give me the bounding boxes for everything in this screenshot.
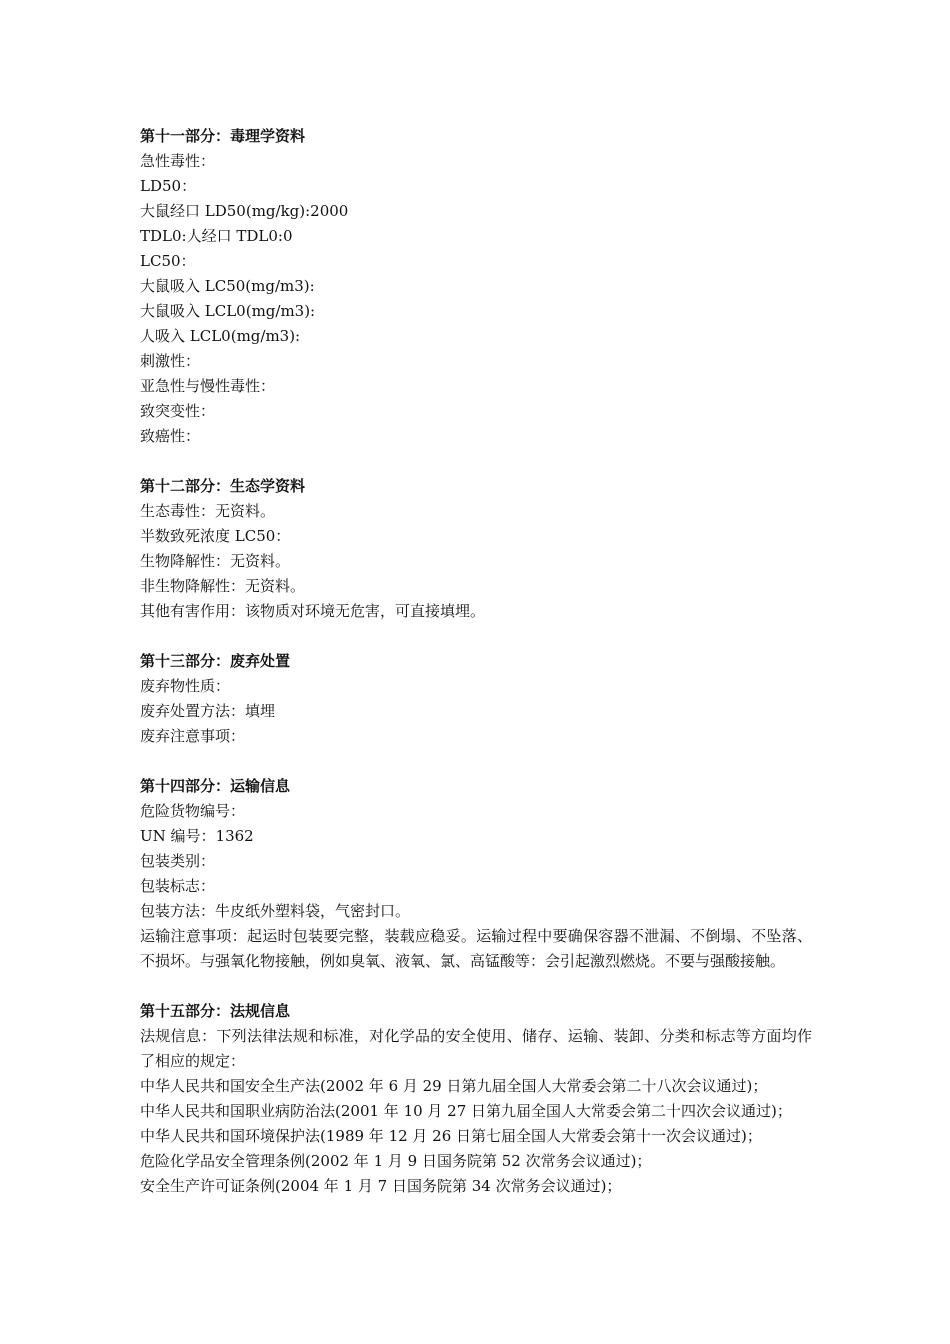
text-line: TDL0:人经口 TDL0:0 [140,227,293,245]
text-line: 安全生产许可证条例(2004 年 1 月 7 日国务院第 34 次常务会议通过)； [140,1177,622,1195]
text-line: 废弃物性质： [140,677,231,695]
text-line: 生态毒性：无资料。 [140,502,276,520]
text-line: 大鼠吸入 LC50(mg/m3): [140,277,315,295]
text-line: 非生物降解性：无资料。 [140,577,306,595]
text-line: 危险化学品安全管理条例(2002 年 1 月 9 日国务院第 52 次常务会议通过)； [140,1152,652,1170]
text-line: 中华人民共和国环境保护法(1989 年 12 月 26 日第七届全国人大常委会第十一次会议通过)； [140,1127,762,1145]
section-transport [140,774,812,974]
text-line: 其他有害作用：该物质对环境无危害，可直接填埋。 [140,602,486,620]
text-line: LD50： [140,177,197,195]
text-line: 法规信息：下列法律法规和标准，对化学品的安全使用、储存、运输、装卸、分类和标志等方面均作了相应的规定： [140,1027,812,1070]
text-line: 半数致死浓度 LC50： [140,527,291,545]
text-line: 包装方法：牛皮纸外塑料袋，气密封口。 [140,902,411,920]
text-line: 运输注意事项：起运时包装要完整，装载应稳妥。运输过程中要确保容器不泄漏、不倒塌、不坠落、不损坏。与强氧化物接触，例如臭氧、液氧、氯、高锰酸等：会引起激烈燃烧。不要与强酸接触。 [140,927,812,970]
text-line: 刺激性： [140,352,201,370]
section-heading: 第十二部分：生态学资料 [140,477,306,495]
text-line: 中华人民共和国安全生产法(2002 年 6 月 29 日第九届全国人大常委会第二十八次会议通过)； [140,1077,768,1095]
text-line: 包装标志： [140,877,216,895]
text-line: 致突变性： [140,402,216,420]
section-heading: 第十五部分：法规信息 [140,1002,291,1020]
text-line: 危险货物编号： [140,802,246,820]
text-line: 包装类别： [140,852,216,870]
text-line: 生物降解性：无资料。 [140,552,291,570]
document-page [140,124,812,1224]
section-regulations [140,999,812,1199]
section-ecology [140,474,812,624]
text-line: 大鼠经口 LD50(mg/kg):2000 [140,202,349,220]
section-disposal [140,649,812,749]
section-toxicology [140,124,812,449]
text-line: UN 编号：1362 [140,827,254,845]
section-heading: 第十一部分：毒理学资料 [140,127,306,145]
text-line: 大鼠吸入 LCL0(mg/m3): [140,302,316,320]
text-line: 人吸入 LCL0(mg/m3): [140,327,301,345]
text-line: 中华人民共和国职业病防治法(2001 年 10 月 27 日第九届全国人大常委会第二十四次会议通过)； [140,1102,792,1120]
text-line: 废弃注意事项： [140,727,246,745]
text-line: 亚急性与慢性毒性： [140,377,276,395]
section-heading: 第十四部分：运输信息 [140,777,291,795]
section-heading: 第十三部分：废弃处置 [140,652,291,670]
text-line: 废弃处置方法：填埋 [140,702,276,720]
text-line: 急性毒性： [140,152,216,170]
text-line: LC50： [140,252,196,270]
text-line: 致癌性： [140,427,201,445]
